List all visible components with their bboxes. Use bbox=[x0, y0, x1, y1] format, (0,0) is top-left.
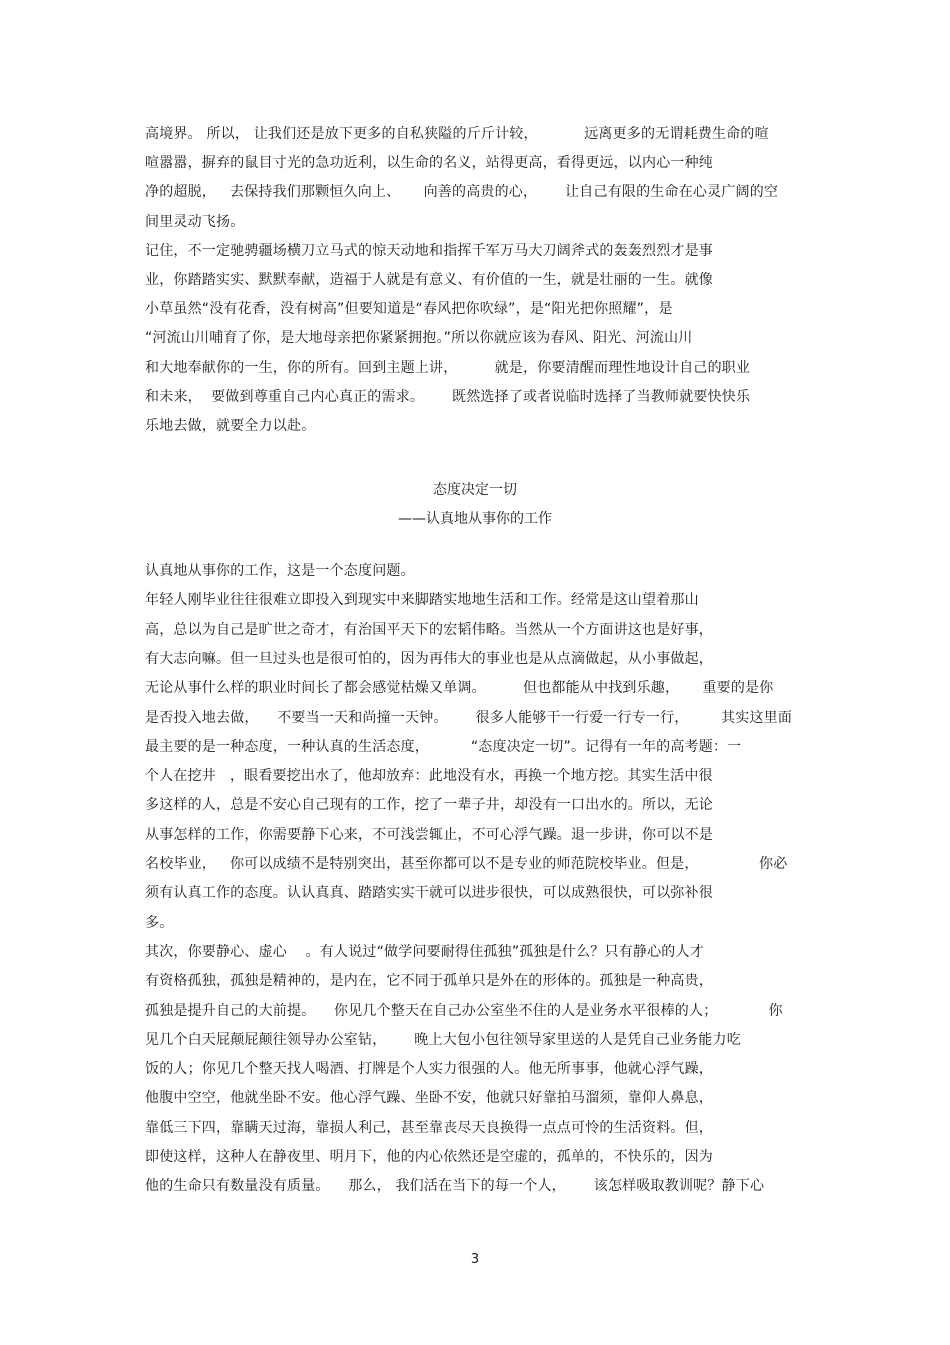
text-line: 喧嚣嚣，摒弃的鼠目寸光的急功近利，以生命的名义，站得更高，看得更远，以内心一种纯 bbox=[145, 155, 713, 172]
text-line: 名校毕业， 你可以成绩不是特别突出，甚至你都可以不是专业的师范院校毕业。但是， 你必 bbox=[145, 856, 788, 872]
text-line: 多这样的人，总是不安心自己现有的工作，挖了一辈子井，却没有一口出水的。所以，无论 bbox=[145, 797, 713, 814]
text-line: 有资格孤独，孤独是精神的，是内在，它不同于孤单只是外在的形体的。孤独是一种高贵， bbox=[145, 973, 713, 990]
text-line: 净的超脱， 去保持我们那颗恒久向上、 向善的高贵的心， 让自己有限的生命在心灵广阔的空 bbox=[145, 184, 779, 201]
text-line: 年轻人刚毕业往往很难立即投入到现实中来脚踏实地地生活和工作。经常是这山望着那山 bbox=[145, 592, 699, 609]
text-line: 他的生命只有数量没有质量。 那么， 我们活在当下的每一个人， 该怎样吸取教训呢？静下心 bbox=[145, 1178, 765, 1195]
text-line: 有大志向嘛。但一旦过头也是很可怕的，因为再伟大的事业也是从点滴做起，从小事做起， bbox=[145, 650, 713, 667]
text-line: 多。 bbox=[145, 914, 174, 931]
text-line: 高，总以为自己是旷世之奇才，有治国平天下的宏韬伟略。当然从一个方面讲这也是好事， bbox=[145, 621, 713, 638]
text-line: 饭的人；你见几个整天找人喝酒、打牌是个人实力很强的人。他无所事事，他就心浮气躁， bbox=[145, 1061, 713, 1078]
text-line: 业，你踏踏实实、默默奉献，造福于人就是有意义、有价值的一生，就是壮丽的一生。就像 bbox=[145, 272, 713, 288]
text-line: 小草虽然“没有花香，没有树高”但要知道是“春风把你吹绿”，是“阳光把你照耀”，是 bbox=[145, 301, 673, 318]
text-line: 见几个白天屁颠屁颠往领导办公室钻， 晚上大包小包往领导家里送的人是凭自己业务能力吃 bbox=[145, 1031, 741, 1048]
page-number: 3 bbox=[470, 1252, 480, 1267]
text-line: 他腹中空空，他就坐卧不安。他心浮气躁、坐卧不安，他就只好靠拍马溜须，靠仰人鼻息， bbox=[145, 1090, 713, 1107]
text-line: 间里灵动飞扬。 bbox=[145, 213, 245, 230]
text-line: 乐地去做，就要全力以赴。 bbox=[145, 418, 316, 434]
section-title: 态度决定一切 bbox=[433, 482, 517, 498]
text-line: 和大地奉献你的一生，你的所有。回到主题上讲， 就是，你要清醒而理性地设计自己的职业 bbox=[145, 359, 751, 376]
text-line: 即使这样，这种人在静夜里、明月下，他的内心依然还是空虚的，孤单的，不快乐的，因为 bbox=[145, 1149, 713, 1165]
text-line: 须有认真工作的态度。认认真真、踏踏实实干就可以进步很快，可以成熟很快，可以弥补很 bbox=[145, 885, 713, 902]
text-line: 靠低三下四，靠瞒天过海，靠损人利己，甚至靠丧尽天良换得一点点可怜的生活资料。但， bbox=[145, 1119, 713, 1136]
text-line: 高境界。 所以， 让我们还是放下更多的自私狭隘的斤斤计较， 远离更多的无谓耗费生命的喧 bbox=[145, 126, 769, 142]
text-line: 从事怎样的工作，你需要静下心来，不可浅尝辄止，不可心浮气躁。退一步讲，你可以不是 bbox=[145, 826, 713, 843]
text-line: 个人在挖井 ，眼看要挖出水了，他却放弃：此地没有水，再换一个地方挖。其实生活中很 bbox=[145, 768, 713, 785]
text-line: 最主要的是一种态度，一种认真的生活态度， “态度决定一切”。记得有一年的高考题：一 bbox=[145, 738, 742, 755]
text-line: 和未来， 要做到尊重自己内心真正的需求。 既然选择了或者说临时选择了当教师就要快快乐 bbox=[145, 388, 751, 405]
text-line: 认真地从事你的工作，这是一个态度问题。 bbox=[145, 563, 415, 579]
text-line: “河流山川哺育了你，是大地母亲把你紧紧拥抱。”所以你就应该为春风、阳光、河流山川 bbox=[145, 330, 693, 347]
text-line: 孤独是提升自己的大前提。 你见几个整天在自己办公室坐不住的人是业务水平很棒的人； 你 bbox=[145, 1002, 783, 1019]
section-subtitle: ——认真地从事你的工作 bbox=[398, 511, 552, 527]
text-line: 其次，你要静心、虚心 。有人说过“做学问要耐得住孤独”孤独是什么？只有静心的人才 bbox=[145, 943, 704, 960]
text-line: 无论从事什么样的职业时间长了都会感觉枯燥又单调。 但也都能从中找到乐趣， 重要的是你 bbox=[145, 680, 774, 697]
text-line: 记住，不一定驰骋疆场横刀立马式的惊天动地和指挥千军万马大刀阔斧式的轰轰烈烈才是事 bbox=[145, 242, 713, 259]
text-line: 是否投入地去做， 不要当一天和尚撞一天钟。 很多人能够干一行爱一行专一行， 其实这里面 bbox=[145, 709, 793, 726]
